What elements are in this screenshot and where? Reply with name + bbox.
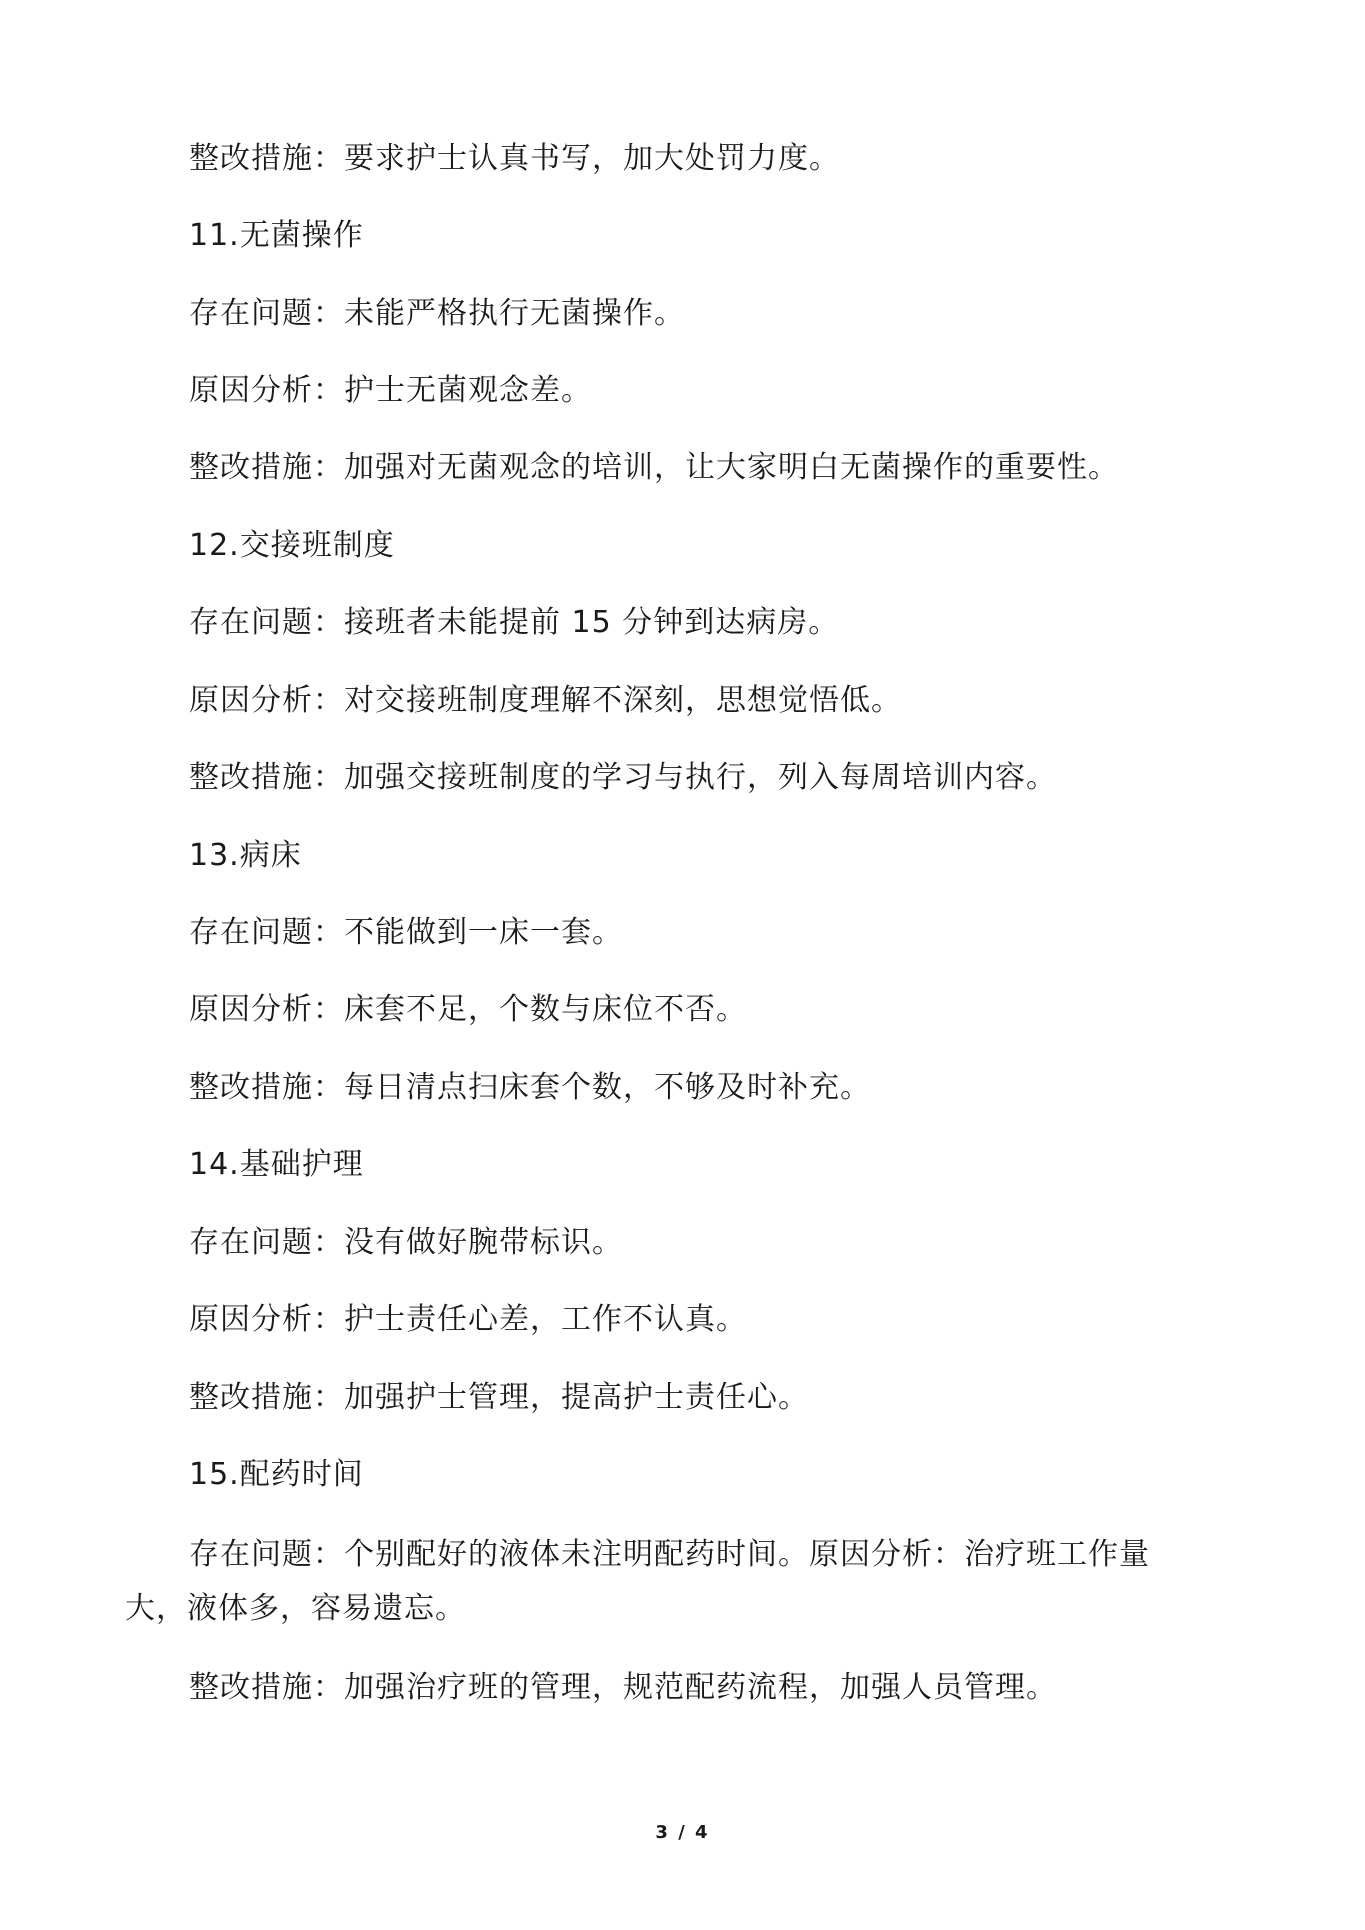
paragraph: 整改措施：要求护士认真书写，加大处罚力度。 (189, 141, 840, 176)
paragraph: 存在问题：不能做到一床一套。 (189, 915, 623, 950)
section-heading: 11.无菌操作 (189, 218, 364, 253)
paragraph: 存在问题：个别配好的液体未注明配药时间。原因分析：治疗班工作量大，液体多，容易遗忘。 (125, 1537, 1150, 1626)
section-heading: 15.配药时间 (189, 1457, 364, 1492)
paragraph: 原因分析：床套不足，个数与床位不否。 (189, 992, 747, 1027)
paragraph: 整改措施：每日清点扫床套个数，不够及时补充。 (189, 1070, 871, 1105)
paragraph: 原因分析：护士责任心差，工作不认真。 (189, 1302, 747, 1337)
paragraph: 原因分析：对交接班制度理解不深刻，思想觉悟低。 (189, 683, 902, 718)
paragraph: 整改措施：加强护士管理，提高护士责任心。 (189, 1380, 809, 1415)
paragraph: 存在问题：接班者未能提前 15 分钟到达病房。 (189, 605, 840, 640)
section-heading: 14.基础护理 (189, 1147, 364, 1182)
section-heading: 12.交接班制度 (189, 528, 395, 563)
paragraph: 存在问题：未能严格执行无菌操作。 (189, 296, 685, 331)
paragraph: 原因分析：护士无菌观念差。 (189, 373, 592, 408)
paragraph: 整改措施：加强治疗班的管理，规范配药流程，加强人员管理。 (189, 1670, 1057, 1705)
paragraph: 整改措施：加强交接班制度的学习与执行，列入每周培训内容。 (189, 760, 1057, 795)
paragraph: 整改措施：加强对无菌观念的培训，让大家明白无菌操作的重要性。 (189, 450, 1119, 485)
paragraph: 存在问题：没有做好腕带标识。 (189, 1225, 623, 1260)
page-number: 3 / 4 (655, 1822, 710, 1843)
section-heading: 13.病床 (189, 838, 302, 873)
